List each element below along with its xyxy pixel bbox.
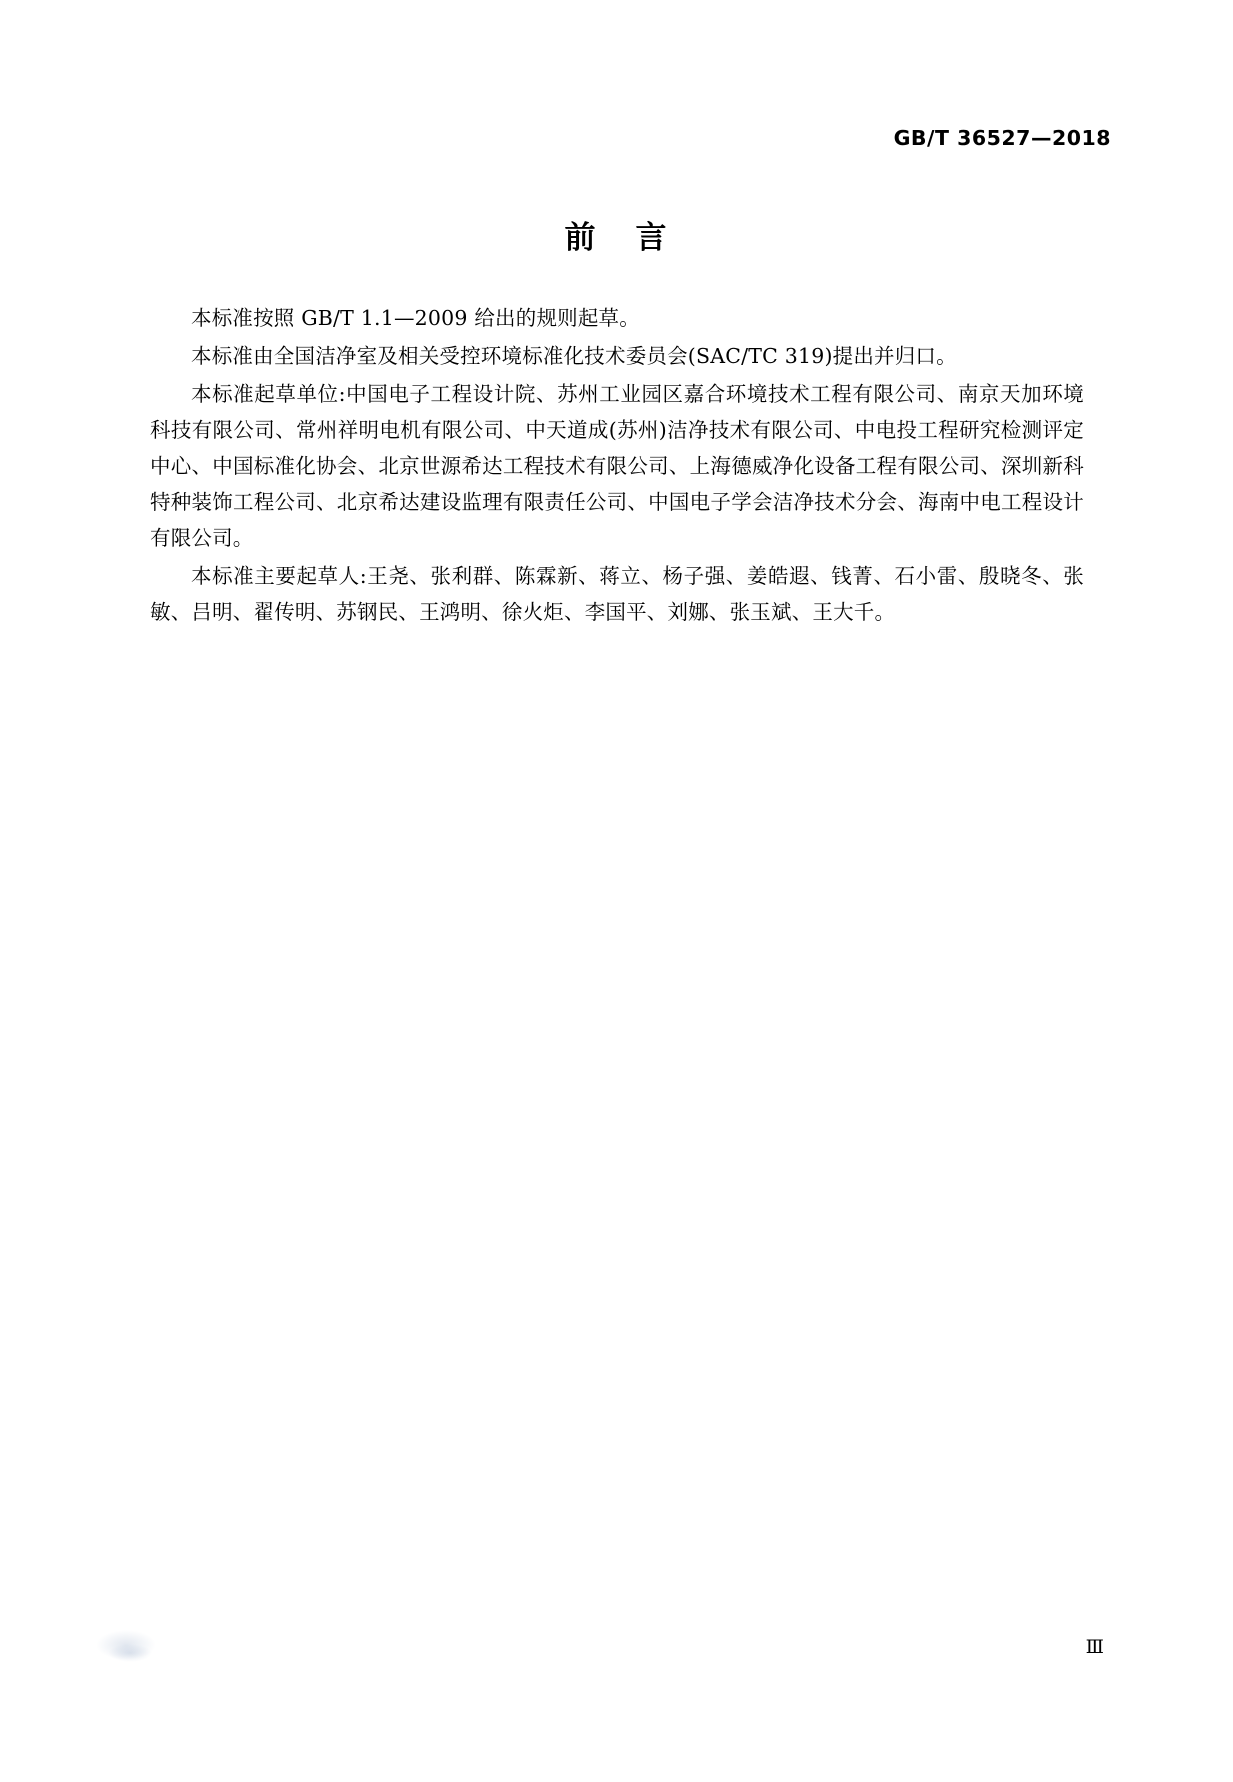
page-title-char-1: 前 [564, 220, 598, 256]
page-number: Ⅲ [1085, 1636, 1105, 1658]
paragraph-main-drafters: 本标准主要起草人:王尧、张利群、陈霖新、蒋立、杨子强、姜皓遐、钱菁、石小雷、殷晓冬、张敏、吕明、翟传明、苏钢民、王鸿明、徐火炬、李国平、刘娜、张玉斌、王大千。 [150, 564, 1084, 624]
scan-artifact-secondary [108, 1644, 152, 1662]
page-title-char-2: 言 [635, 220, 669, 256]
paragraph-drafting-rule: 本标准按照 GB/T 1.1—2009 给出的规则起草。 [191, 306, 640, 330]
standard-number-header: GB/T 36527—2018 [893, 126, 1111, 150]
page-title [0, 212, 1233, 257]
paragraph-drafting-organizations: 本标准起草单位:中国电子工程设计院、苏州工业园区嘉合环境技术工程有限公司、南京天加环境科技有限公司、常州祥明电机有限公司、中天道成(苏州)洁净技术有限公司、中电投工程研究检测评定中心、中国标准化协会、北京世源希达工程技术有限公司、上海德威净化设备工程有限公司、深圳新科特种装饰工程公司、北京希达建设监理有限责任公司、中国电子学会洁净技术分会、海南中电工程设计有限公司。 [150, 382, 1084, 550]
foreword-body [150, 300, 1084, 632]
scan-artifact [96, 1630, 156, 1660]
paragraph-proposing-committee: 本标准由全国洁净室及相关受控环境标准化技术委员会(SAC/TC 319)提出并归口。 [191, 344, 957, 368]
